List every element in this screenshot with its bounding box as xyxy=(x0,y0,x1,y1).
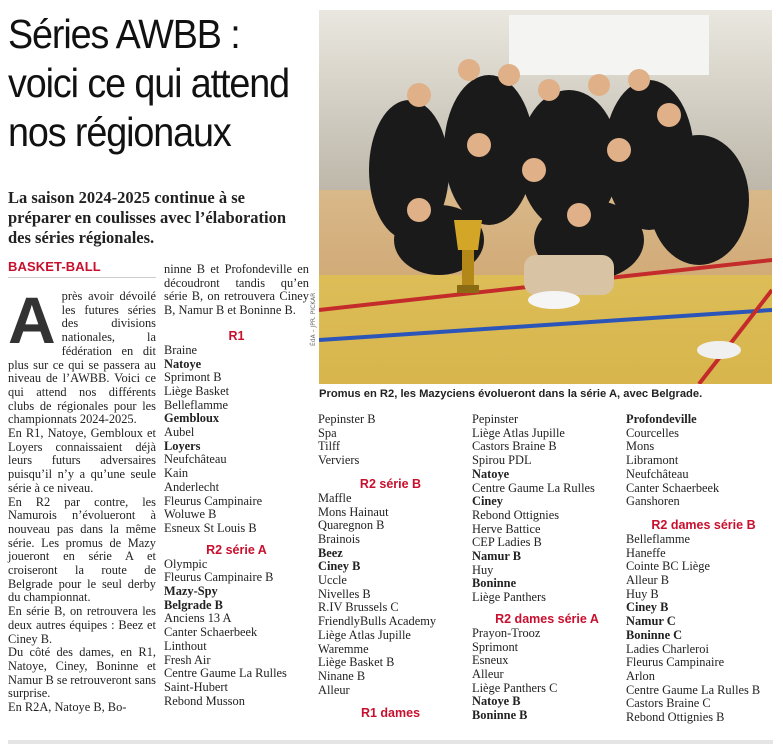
team-entry: Centre Gaume La Rulles xyxy=(164,666,287,681)
team-entry: Woluwe B xyxy=(164,507,217,522)
team-entry: Liège Atlas Jupille xyxy=(318,627,411,642)
team-photo-illustration xyxy=(319,10,772,384)
team-entry: Rebond Ottignies B xyxy=(626,710,725,725)
team-entry: Canter Schaerbeek xyxy=(164,625,258,640)
column-3 xyxy=(318,413,463,721)
section-heading-r2a: R2 série A xyxy=(206,542,267,557)
team-entry: Alleur B xyxy=(626,573,670,588)
team-entry: Esneux xyxy=(472,653,509,668)
team-photo xyxy=(319,10,772,384)
body-paragraph: En R2 par contre, les Namurois n’évolueront à nouveau pas dans la même série. Les promus de Mazy joueront en série A et croiseront la route de Belgrade pour le seul derby du championnat. xyxy=(8,494,156,605)
team-entry: Neufchâteau xyxy=(164,452,227,467)
team-entry: Arlon xyxy=(626,668,655,683)
team-entry: Boninne B xyxy=(472,708,528,723)
team-entry: CEP Ladies B xyxy=(472,535,542,550)
team-entry: Brainois xyxy=(318,531,360,546)
team-entry: Belleflamme xyxy=(164,397,228,412)
team-entry: Namur B xyxy=(472,549,521,564)
team-entry: Kain xyxy=(164,466,189,481)
team-entry: Quaregnon B xyxy=(318,518,385,533)
team-entry: Cointe BC Liège xyxy=(626,559,710,574)
team-entry: Neufchâteau xyxy=(626,466,689,481)
section-heading-r1: R1 xyxy=(228,328,245,343)
kicker-divider xyxy=(8,277,156,278)
team-list-r2-dames-b xyxy=(626,533,781,725)
team-entry: Ciney B xyxy=(318,559,361,574)
team-entry: Ciney B xyxy=(626,600,669,615)
team-entry: Castors Braine C xyxy=(626,696,711,711)
team-entry: Haneffe xyxy=(626,545,666,560)
team-entry: Profondeville xyxy=(626,412,697,426)
body-continuation: ninne B et Profondeville en découdront tandis qu’en série B, on retrouvera Ciney B, Namur B et Boninne B. xyxy=(164,262,309,318)
team-entry: Ninane B xyxy=(318,668,366,683)
team-list-r1 xyxy=(164,344,309,536)
section-heading-r1-dames: R1 dames xyxy=(360,706,421,721)
team-entry: Uccle xyxy=(318,573,347,588)
team-entry: Huy xyxy=(472,562,494,577)
team-entry: Rebond Ottignies xyxy=(472,507,560,522)
team-entry: Sprimont B xyxy=(164,370,222,385)
team-entry: Anderlecht xyxy=(164,479,220,494)
section-heading-r2-dames-b: R2 dames série B xyxy=(651,517,756,532)
body-paragraph: En R1, Natoye, Gembloux et Loyers connaissaient déjà leurs futurs adversaires puisqu’il n’y a qu’une seule série à ce niveau. xyxy=(8,426,156,495)
team-entry: Liège Basket B xyxy=(318,655,395,670)
team-list-r2-dames-a xyxy=(472,627,622,723)
team-entry: Liège Panthers C xyxy=(472,680,558,695)
photo-caption: Promus en R2, les Mazyciens évolueront dans la série A, avec Belgrade. xyxy=(319,388,703,400)
team-entry: Spirou PDL xyxy=(472,453,532,468)
team-entry: Natoye xyxy=(472,466,510,481)
team-entry: Ganshoren xyxy=(626,494,680,509)
team-entry: Belleflamme xyxy=(626,531,690,546)
team-entry: Nivelles B xyxy=(318,586,371,601)
team-entry: Herve Battice xyxy=(472,521,541,536)
body-paragraph: En R2A, Natoye B, Bo- xyxy=(8,700,127,715)
team-entry: Huy B xyxy=(626,586,659,601)
team-entry: Maffle xyxy=(318,490,352,505)
body-paragraph: En série B, on retrouvera les deux autres équipes : Beez et Ciney B. xyxy=(8,604,156,646)
team-entry: Boninne xyxy=(472,576,517,591)
team-list-r2a xyxy=(164,558,309,709)
team-list-r2a-cont xyxy=(318,413,463,468)
headline-line: voici ce qui attend xyxy=(8,60,289,106)
team-entry: Rebond Musson xyxy=(164,693,245,708)
bottom-rule xyxy=(8,740,773,744)
team-entry: Ladies Charleroi xyxy=(626,641,709,656)
team-entry: Tilff xyxy=(318,439,341,454)
drop-cap: A xyxy=(8,283,56,357)
team-entry: Mons Hainaut xyxy=(318,504,389,519)
team-list-r2b xyxy=(318,492,463,698)
headline-line: Séries AWBB : xyxy=(8,11,240,57)
team-entry: Namur C xyxy=(626,614,676,629)
section-kicker: BASKET-BALL xyxy=(8,259,101,274)
team-entry: Mons xyxy=(626,439,655,454)
team-list-r2-dames-a-cont xyxy=(626,413,781,509)
team-entry: Fleurus Campinaire B xyxy=(164,570,274,585)
team-entry: Linthout xyxy=(164,638,207,653)
body-paragraph: près avoir dévoilé les futures séries des divisions nationales, la fédération en dit plus sur ce qui se passera au niveau de l’AWBB. Voici ce qui attend nos différents clubs de régionales pour les championnats 2024-2025. xyxy=(8,289,156,427)
team-entry: Belgrade B xyxy=(164,597,223,612)
team-entry: Alleur xyxy=(472,666,504,681)
team-entry: Alleur xyxy=(318,682,350,697)
team-entry: Fleurus Campinaire xyxy=(626,655,725,670)
team-entry: Fresh Air xyxy=(164,652,211,667)
team-entry: Olympic xyxy=(164,556,208,571)
column-5 xyxy=(626,413,781,725)
team-entry: Centre Gaume La Rulles xyxy=(472,480,595,495)
team-entry: Boninne C xyxy=(626,627,683,642)
team-entry: Castors Braine B xyxy=(472,439,557,454)
team-entry: Courcelles xyxy=(626,425,679,440)
team-entry: Beez xyxy=(318,545,343,560)
team-entry: Mazy-Spy xyxy=(164,584,218,599)
team-entry: Fleurus Campinaire xyxy=(164,493,263,508)
team-entry: R.IV Brussels C xyxy=(318,600,399,615)
team-entry: Canter Schaerbeek xyxy=(626,480,720,495)
team-entry: Ciney xyxy=(472,494,503,509)
team-entry: Liège Atlas Jupille xyxy=(472,425,565,440)
team-entry: Braine xyxy=(164,342,198,357)
team-entry: Anciens 13 A xyxy=(164,611,232,626)
photo-credit: ÉdA – JPR. PICKAR xyxy=(310,292,317,346)
team-entry: Centre Gaume La Rulles B xyxy=(626,682,761,697)
team-entry: Spa xyxy=(318,425,337,440)
team-entry: FriendlyBulls Academy xyxy=(318,614,437,629)
section-heading-r2-dames-a: R2 dames série A xyxy=(495,611,599,626)
team-entry: Waremme xyxy=(318,641,369,656)
column-2 xyxy=(164,263,309,708)
team-entry: Aubel xyxy=(164,425,195,440)
team-entry: Sprimont xyxy=(472,639,519,654)
team-entry: Natoye B xyxy=(472,694,521,709)
team-entry: Gembloux xyxy=(164,411,220,426)
team-entry: Loyers xyxy=(164,438,201,453)
headline-line: nos régionaux xyxy=(8,109,231,155)
team-entry: Pepinster xyxy=(472,412,519,426)
column-4 xyxy=(472,413,622,723)
team-entry: Pepinster B xyxy=(318,412,376,426)
body-paragraph: Du côté des dames, en R1, Natoye, Ciney, Boninne et Namur B se retrouveront sans surprise. xyxy=(8,645,156,701)
section-heading-r2b: R2 série B xyxy=(359,476,422,491)
team-entry: Prayon-Trooz xyxy=(472,625,541,640)
headline xyxy=(8,10,289,157)
team-list-r1-dames xyxy=(472,413,622,605)
team-entry: Saint-Hubert xyxy=(164,679,229,694)
team-entry: Esneux St Louis B xyxy=(164,520,257,535)
team-entry: Liège Panthers xyxy=(472,590,546,605)
team-entry: Liège Basket xyxy=(164,383,230,398)
team-entry: Natoye xyxy=(164,356,202,371)
team-entry: Libramont xyxy=(626,453,679,468)
article-body xyxy=(8,283,156,715)
lead-paragraph: La saison 2024-2025 continue à se préparer en coulisses avec l’élaboration des séries régionales. xyxy=(8,188,287,247)
team-entry: Verviers xyxy=(318,453,360,468)
